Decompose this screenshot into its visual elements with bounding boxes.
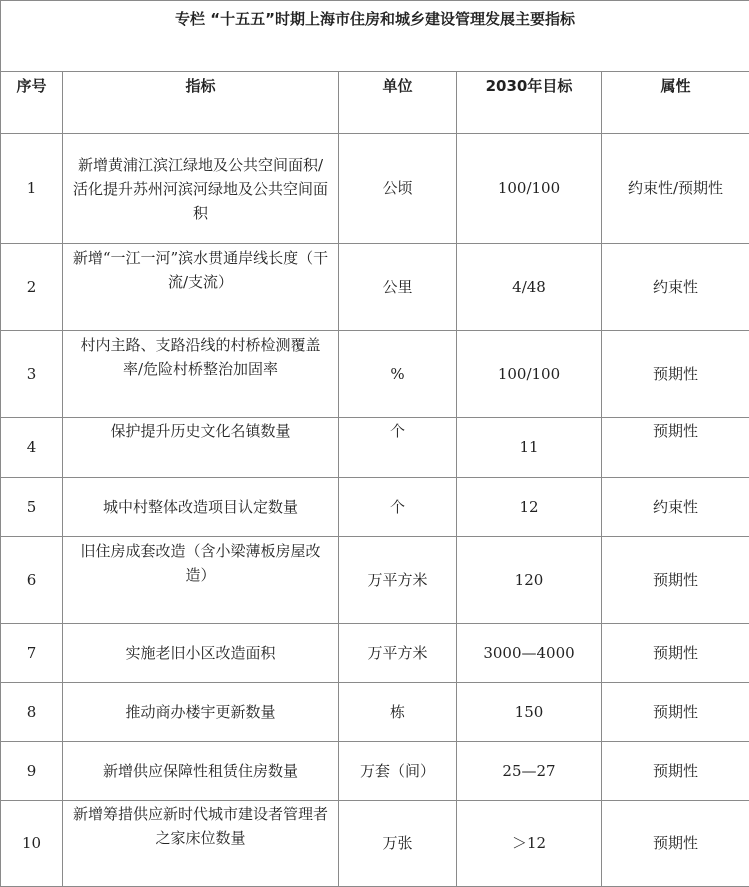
header-row [1, 72, 749, 134]
row-attribute: 预期性 [602, 331, 749, 418]
row-indicator: 城中村整体改造项目认定数量 [63, 478, 339, 537]
row-unit: 万张 [339, 801, 457, 887]
table-row [1, 624, 749, 683]
table-row [1, 134, 749, 244]
row-target: 12 [457, 478, 602, 537]
row-indicator: 新增筹措供应新时代城市建设者管理者之家床位数量 [63, 801, 339, 887]
row-target: 25—27 [457, 742, 602, 801]
row-unit: 个 [339, 418, 457, 478]
row-unit: 栋 [339, 683, 457, 742]
row-no: 4 [1, 418, 63, 478]
table-row [1, 331, 749, 418]
row-target: 4/48 [457, 244, 602, 331]
row-no: 8 [1, 683, 63, 742]
table-row [1, 683, 749, 742]
row-attribute: 约束性 [602, 478, 749, 537]
table-title: 专栏 “十五五”时期上海市住房和城乡建设管理发展主要指标 [1, 1, 749, 72]
row-unit: 个 [339, 478, 457, 537]
row-target: ＞12 [457, 801, 602, 887]
table-row [1, 418, 749, 478]
header-indicator: 指标 [63, 72, 339, 134]
row-indicator: 村内主路、支路沿线的村桥检测覆盖率/危险村桥整治加固率 [63, 331, 339, 418]
row-unit: 公里 [339, 244, 457, 331]
row-target: 150 [457, 683, 602, 742]
row-no: 1 [1, 134, 63, 244]
row-unit: 公顷 [339, 134, 457, 244]
row-indicator: 保护提升历史文化名镇数量 [63, 418, 339, 478]
row-unit: 万平方米 [339, 624, 457, 683]
row-target: 11 [457, 418, 602, 478]
table-row [1, 742, 749, 801]
row-no: 3 [1, 331, 63, 418]
row-attribute: 预期性 [602, 418, 749, 478]
row-indicator: 新增供应保障性租赁住房数量 [63, 742, 339, 801]
header-unit: 单位 [339, 72, 457, 134]
row-unit: % [339, 331, 457, 418]
table-row [1, 478, 749, 537]
row-indicator: 旧住房成套改造（含小梁薄板房屋改造） [63, 537, 339, 624]
row-target: 3000—4000 [457, 624, 602, 683]
row-no: 10 [1, 801, 63, 887]
table-row [1, 801, 749, 887]
row-target: 100/100 [457, 331, 602, 418]
header-no: 序号 [1, 72, 63, 134]
row-indicator: 推动商办楼宇更新数量 [63, 683, 339, 742]
row-attribute: 预期性 [602, 801, 749, 887]
row-attribute: 约束性 [602, 244, 749, 331]
row-attribute: 约束性/预期性 [602, 134, 749, 244]
row-no: 5 [1, 478, 63, 537]
row-no: 2 [1, 244, 63, 331]
table-row [1, 244, 749, 331]
row-unit: 万平方米 [339, 537, 457, 624]
table-row [1, 537, 749, 624]
header-attribute: 属性 [602, 72, 749, 134]
row-target: 100/100 [457, 134, 602, 244]
row-indicator: 实施老旧小区改造面积 [63, 624, 339, 683]
row-attribute: 预期性 [602, 624, 749, 683]
row-no: 7 [1, 624, 63, 683]
row-attribute: 预期性 [602, 742, 749, 801]
row-unit: 万套（间） [339, 742, 457, 801]
header-target: 2030年目标 [457, 72, 602, 134]
row-attribute: 预期性 [602, 683, 749, 742]
row-indicator: 新增“一江一河”滨水贯通岸线长度（干流/支流） [63, 244, 339, 331]
row-target: 120 [457, 537, 602, 624]
row-no: 9 [1, 742, 63, 801]
row-attribute: 预期性 [602, 537, 749, 624]
row-no: 6 [1, 537, 63, 624]
row-indicator: 新增黄浦江滨江绿地及公共空间面积/活化提升苏州河滨河绿地及公共空间面积 [63, 134, 339, 244]
